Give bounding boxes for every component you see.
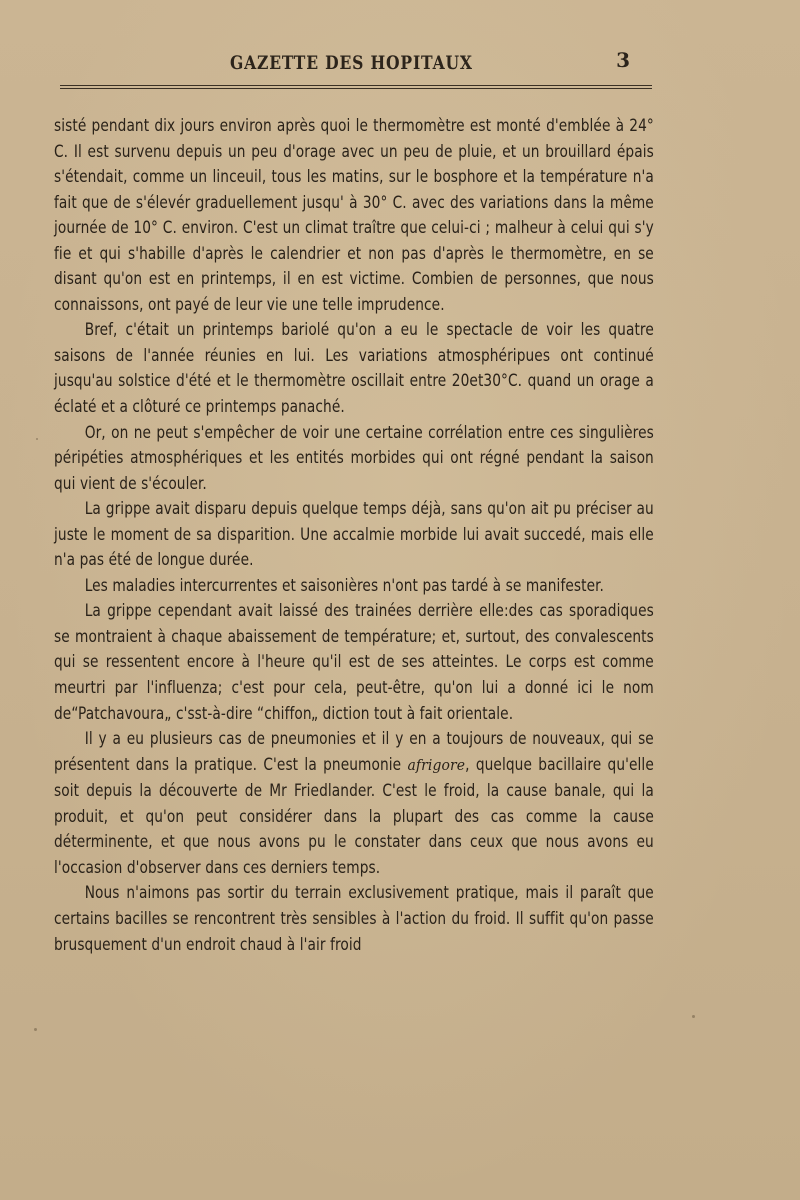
paragraph-5: Les maladies intercurrentes et saisonières n'ont pas tardé à se manifester.: [84, 575, 604, 595]
page-header: [60, 48, 652, 86]
paper-speck: [34, 1028, 37, 1031]
paper-speck: [36, 438, 38, 440]
paragraph-3: Or, on ne peut s'empêcher de voir une certaine corrélation entre ces singulières péripéties atmosphériques et les entités morbides qui ont régné pendant la saison qui vient de s'écouler.: [54, 422, 654, 493]
journal-title: GAZETTE DES HOPITAUX: [230, 52, 473, 74]
paragraph-6: La grippe cependant avait laissé des trainées derrière elle:des cas sporadiques se montraient à chaque abaissement de température; et, surtout, des convalescents qui se ressentent encore à l'heure qu'il est de ses atteintes. Le corps est comme meurtri par l'influenza; c'est pour cela, peut-être, qu'on lui a donné ici le nom de“Patchavoura„ c'sst-à-dire “chiffon„ diction tout à fait orientale.: [54, 601, 654, 723]
paragraph-2: Bref, c'était un printemps bariolé qu'on a eu le spectacle de voir les quatre saisons de l'année réunies en lui. Les variations atmosphéripues ont continué jusqu'au solstice d'été et le thermomètre oscillait entre 20et30°C. quand un orage a éclaté et a clôturé ce printemps panaché.: [54, 320, 654, 417]
article-body: [54, 113, 654, 957]
paragraph-7-part-c: , quelque bacillaire qu'elle soit depuis la découverte de Mr Friedlander. C'est le froid, la cause banale, qui la produit, et qu'on peut considérer dans la plupart des cas comme la cause déterminente, et que nous avons pu le constater dans ceux que nous avons eu l'occasion d'observer dans ces derniers temps.: [54, 754, 654, 877]
paragraph-7-part-a: Il y a eu plusieurs cas de pneumonies et il y en a toujours de nouveaux, qui se présentent dans la pratique. C'est la pneumonie: [54, 729, 654, 774]
header-rule: [60, 85, 652, 89]
paragraph-7: [54, 726, 654, 880]
paper-speck: [692, 1015, 695, 1018]
paragraph-4: La grippe avait disparu depuis quelque temps déjà, sans qu'on ait pu préciser au juste le moment de sa disparition. Une accalmie morbide lui avait succedé, mais elle n'a pas été de longue durée.: [54, 499, 654, 570]
paragraph-8: Nous n'aimons pas sortir du terrain exclusivement pratique, mais il paraît que certains bacilles se rencontrent très sensibles à l'action du froid. Il suffit qu'on passe brusquement d'un endroit chaud à l'air froid: [54, 883, 654, 954]
paragraph-1: sisté pendant dix jours environ après quoi le thermomètre est monté d'emblée à 24° C. Il est survenu depuis un peu d'orage avec un peu de pluie, et un brouillard épais s'étendait, comme un linceuil, tous les matins, sur le bosphore et la température n'a fait que de s'élevér graduellement jusqu' à 30° C. avec des variations dans la même journée de 10° C. environ. C'est un climat traître que celui-ci ; malheur à celui qui s'y fie et qui s'habille d'après le calendrier et non pas d'après le thermomètre, en se disant qu'on est en printemps, il en est victime. Combien de personnes, que nous connaissons, ont payé de leur vie une telle imprudence.: [54, 116, 654, 314]
paragraph-7-italic-term: afrigore: [407, 755, 466, 774]
page-number: 3: [616, 48, 630, 72]
